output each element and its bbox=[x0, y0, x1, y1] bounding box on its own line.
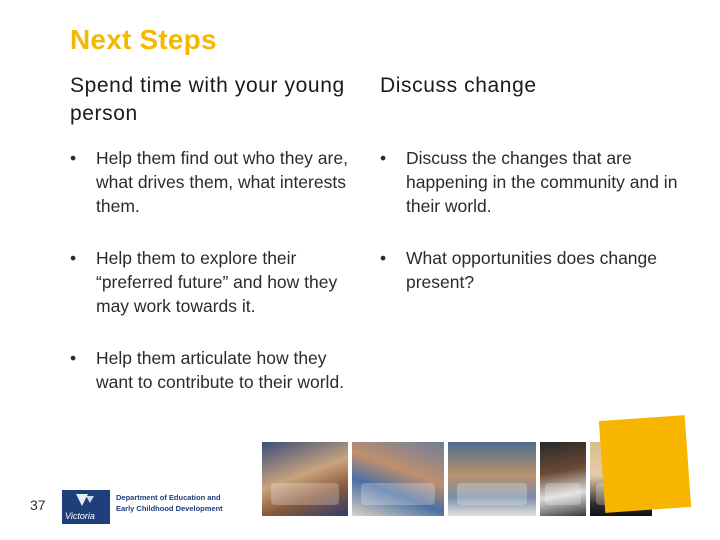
department-logo bbox=[62, 490, 222, 524]
bullet-icon: • bbox=[70, 348, 77, 368]
bullet-icon: • bbox=[70, 248, 77, 268]
right-column bbox=[380, 72, 680, 322]
list-item bbox=[70, 146, 360, 218]
list-item bbox=[380, 246, 680, 294]
bullet-text: Help them articulate how they want to contribute to their world. bbox=[96, 348, 345, 392]
slide-title: Next Steps bbox=[70, 24, 217, 55]
left-bullet-list bbox=[70, 146, 360, 394]
photo-students-desks bbox=[448, 442, 536, 516]
bullet-text: Help them to explore their “preferred future” and how they may work towards it. bbox=[96, 248, 338, 316]
left-column bbox=[70, 72, 360, 422]
list-item bbox=[70, 346, 360, 394]
bullet-text: What opportunities does change present? bbox=[406, 248, 657, 292]
list-item bbox=[380, 146, 680, 218]
bullet-icon: • bbox=[70, 148, 77, 168]
department-name: Department of Education and Early Childhood Development bbox=[116, 493, 223, 513]
list-item bbox=[70, 246, 360, 318]
right-bullet-list bbox=[380, 146, 680, 294]
page-number: 37 bbox=[30, 497, 46, 513]
right-column-heading: Discuss change bbox=[380, 74, 537, 97]
bullet-icon: • bbox=[380, 248, 387, 268]
logo-brand-text: Victoria bbox=[65, 511, 95, 521]
bullet-text: Discuss the changes that are happening in the community and in their world. bbox=[406, 148, 678, 216]
photo-students-group bbox=[352, 442, 444, 516]
bullet-text: Help them find out who they are, what drives them, what interests them. bbox=[96, 148, 348, 216]
photo-students-classroom bbox=[262, 442, 348, 516]
bullet-icon: • bbox=[380, 148, 387, 168]
left-column-heading: Spend time with your young person bbox=[70, 74, 345, 125]
photo-student-laptop bbox=[540, 442, 586, 516]
accent-square bbox=[599, 415, 691, 513]
victoria-logo-icon bbox=[62, 490, 110, 524]
